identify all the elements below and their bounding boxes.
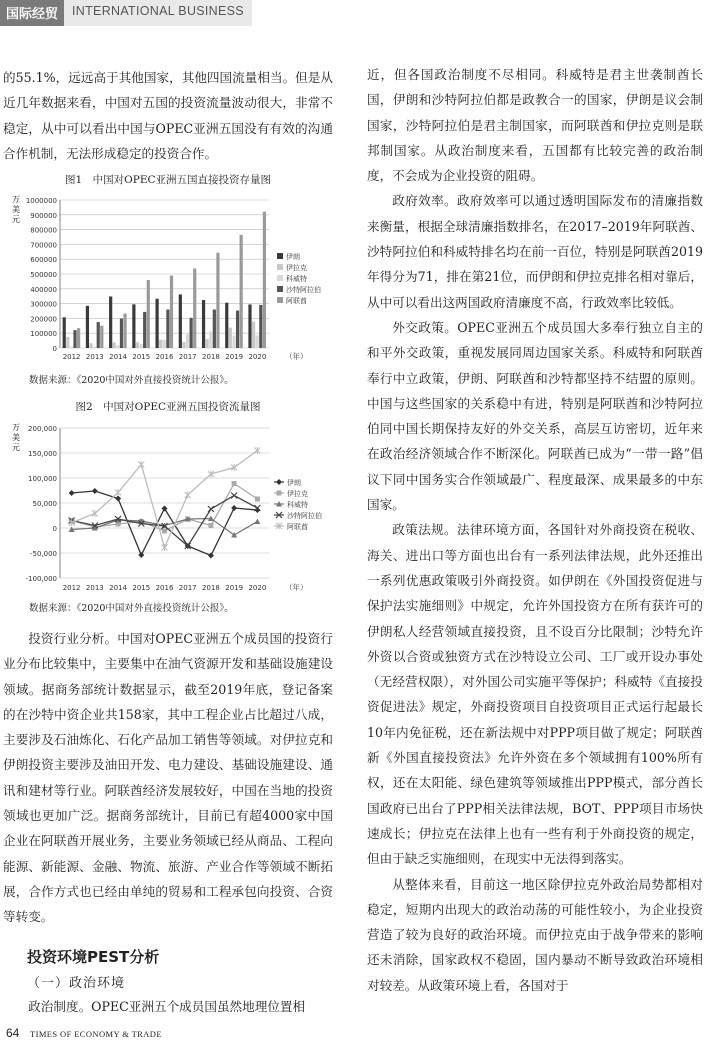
y-tick-label: -50,000: [29, 550, 57, 558]
figure1-bar-chart: [3, 188, 333, 368]
bar: [120, 319, 123, 348]
bar: [232, 336, 235, 348]
bar: [89, 343, 92, 348]
data-point: [92, 488, 98, 494]
bar: [86, 306, 89, 348]
bar: [70, 347, 73, 348]
data-point: [92, 510, 98, 517]
data-point: [162, 544, 168, 551]
x-tick-label: 2014: [109, 353, 127, 361]
bar: [136, 342, 139, 348]
bar: [252, 322, 255, 348]
y-tick-label: 500000: [30, 271, 57, 279]
y-tick-label: 0: [52, 525, 57, 533]
page-number: 64: [6, 1026, 20, 1040]
bar: [170, 276, 173, 348]
figure1-source: 数据来源：《2020中国对外直接投资统计公报》。: [29, 375, 234, 386]
bar: [179, 294, 182, 348]
data-point: [232, 481, 237, 486]
right-column: [367, 62, 703, 998]
paragraph-politics: 政治制度。OPEC亚洲五个成员国虽然地理位置相: [28, 999, 306, 1014]
legend-label: 科威特: [287, 501, 308, 509]
x-axis-label: （年）: [285, 352, 308, 361]
legend-swatch: [277, 297, 283, 303]
x-tick-label: 2020: [248, 584, 267, 592]
data-point: [208, 523, 213, 528]
legend-label: 伊朗: [286, 253, 300, 261]
paragraph-political-system: 近，但各国政治制度不尽相同。科威特是君主世袭制酋长国，伊朗和沙特阿拉伯都是政教合一的国家，伊朗是议会制国家，沙特阿拉伯是君主制国家，而阿联酋和伊拉克则是联邦制国家。从政治制度来看，五国都有比较完善的政治制度，不会成为企业投资的阻碍。: [367, 67, 703, 184]
subsection-title: （一）政治环境: [27, 976, 126, 991]
x-tick-label: 2012: [62, 584, 81, 592]
data-point: [208, 553, 214, 559]
bar: [156, 299, 159, 348]
bar: [256, 335, 259, 348]
x-tick-label: 2017: [178, 584, 197, 592]
x-tick-label: 2015: [132, 353, 151, 361]
data-point: [254, 519, 260, 525]
y-axis-label: 美: [12, 433, 20, 442]
bar: [147, 280, 150, 348]
data-point: [254, 447, 260, 454]
legend-label: 伊拉克: [286, 264, 307, 272]
y-axis-label: 元: [12, 215, 20, 224]
data-point: [185, 492, 191, 499]
legend-label: 沙特阿拉伯: [286, 286, 321, 294]
bar: [163, 340, 166, 348]
x-axis-label: （年）: [285, 583, 308, 592]
data-point: [162, 506, 168, 512]
x-tick-label: 2018: [202, 584, 220, 592]
bar: [73, 330, 76, 348]
data-point: [231, 505, 237, 511]
x-tick-label: 2019: [225, 353, 244, 361]
bar: [225, 303, 228, 348]
paragraph-laws: 政策法规。法律环境方面，各国针对外商投资在税收、海关、进出口等方面也出台有一系列法律法规，此外还推出一系列优惠政策吸引外商投资。如伊朗在《外国投资促进与保护法实施细则》中规定，允许外国投资方在所有获许可的伊朗私人经营领域直接投资，且不设百分比限制；沙特允许外资以合资或独资方式在沙特设立公司、工厂或开设办事处（无经营权限），对外国公司实施平等保护；科威特《直接投资促进法》规定，外商投资项目自投资项目正式运行起最长10年内免征税，还在新法规中对PPP项目做了规定；阿联酋新《外国直接投资法》允许外资在多个领域拥有100%所有权，还在太阳能、绿色建筑等领域推出PPP模式，部分酋长国政府已出台了PPP相关法律法规，BOT、PPP项目市场快速成长；伊拉克在法律上也有一些有利于外商投资的规定，但由于缺乏实施细则，在现实中无法得到落实。: [367, 522, 703, 867]
data-point: [162, 529, 167, 534]
bar: [193, 269, 196, 348]
x-tick-label: 2016: [155, 353, 174, 361]
legend-label: 沙特阿拉伯: [287, 512, 322, 520]
page-footer: [0, 1021, 705, 1043]
y-tick-label: 300000: [30, 300, 57, 309]
legend-marker: [276, 479, 282, 485]
bar: [132, 304, 135, 348]
data-point: [115, 496, 121, 502]
figure2-source: 数据来源：《2020中国对外直接投资统计公报》。: [29, 603, 234, 614]
bar: [143, 312, 146, 348]
data-point: [138, 461, 144, 468]
bar: [100, 326, 103, 348]
data-point: [69, 490, 75, 496]
bar: [77, 328, 80, 348]
bar: [190, 318, 193, 348]
bar: [240, 235, 243, 348]
x-tick-label: 2018: [202, 353, 220, 361]
journal-name: TIMES OF ECONOMY & TRADE: [30, 1029, 162, 1039]
section-label-en: INTERNATIONAL BUSINESS: [64, 0, 252, 26]
y-tick-label: 200000: [30, 315, 57, 324]
bar: [113, 342, 116, 348]
paragraph-overall: 从整体来看，目前这一地区除伊拉克外政治局势都相对稳定，短期内出现大的政治动荡的可能性较小，为企业投资营造了较为良好的政治环境。而伊拉克由于战争带来的影响还未消除，国家政权不稳固，国内暴动不断导致政治环境相对较差。从政策环境上看，各国对于: [367, 876, 703, 993]
y-tick-label: -100,000: [25, 575, 57, 583]
legend-label: 伊朗: [287, 479, 301, 487]
data-point: [255, 497, 260, 502]
y-tick-label: 800000: [30, 226, 57, 235]
bar: [248, 304, 251, 348]
figure1-caption: 图1 中国对OPEC亚洲五国直接投资存量图: [64, 174, 272, 186]
figure2-caption: 图2 中国对OPEC亚洲五国投资流量图: [75, 401, 261, 413]
legend-label: 阿联酋: [287, 523, 308, 531]
y-tick-label: 50,000: [32, 500, 57, 508]
x-tick-label: 2019: [225, 584, 244, 592]
y-tick-label: 900000: [30, 211, 57, 220]
y-axis-label: 元: [12, 443, 20, 452]
section-title: 投资环境PEST分析: [27, 948, 160, 966]
bar: [66, 337, 69, 348]
section-label-cn: 国际经贸: [0, 0, 64, 26]
paragraph-industry: 投资行业分析。中国对OPEC亚洲五个成员国的投资行业分布比较集中，主要集中在油气资源开发和基础设施建设领域。据商务部统计数据显示，截至2019年底，登记备案的在沙特中资企业共158家，其中工程企业占比超过八成，主要涉及石油炼化、石化产品加工销售等领域。对伊拉克和伊朗投资主要涉及油田开发、电力建设、基础设施建设、通讯和建材等行业。阿联酋经济发展较好，中国在当地的投资领域也更加广泛。据商务部统计，目前已有超4000家中国企业在阿联酋开展业务，主要业务领域已经从商品、工程向能源、新能源、金融、物流、旅游、产业合作等领域不断拓展，合作方式也已经由单纯的贸易和工程承包向投资、合资等转变。: [3, 631, 333, 925]
bar: [159, 340, 162, 348]
bar: [209, 331, 212, 348]
paragraph-foreign-policy: 外交政策。OPEC亚洲五个成员国大多奉行独立自主的和平外交政策，重视发展同周边国家关系。科威特和阿联酋奉行中立政策，伊朗、阿联酋和沙特都坚持不结盟的原则。中国与这些国家的关系稳中有进，特别是阿联酋和沙特阿拉伯同中国长期保持友好的外交关系，高层互访密切，近年来在政治经济领域合作不断深化。阿联酋已成为“一带一路”倡议下同中国务实合作领域最广、程度最深、成果最多的中东国家。: [367, 319, 703, 513]
x-tick-label: 2020: [248, 353, 267, 361]
x-tick-label: 2016: [155, 584, 174, 592]
y-tick-label: 100,000: [28, 475, 57, 483]
legend-label: 伊拉克: [287, 490, 308, 498]
x-tick-label: 2017: [178, 353, 197, 361]
bar: [206, 339, 209, 348]
data-point: [231, 493, 237, 499]
bar: [213, 310, 216, 348]
x-tick-label: 2014: [109, 584, 127, 592]
bar: [166, 310, 169, 348]
legend-marker: [277, 491, 282, 496]
y-tick-label: 400000: [30, 285, 57, 294]
legend-swatch: [277, 275, 283, 281]
data-point: [208, 506, 214, 512]
legend-swatch: [277, 264, 283, 270]
y-tick-label: 600000: [30, 256, 57, 265]
bar: [259, 305, 262, 348]
x-tick-label: 2015: [132, 584, 151, 592]
bar: [123, 314, 126, 348]
y-tick-label: 1000000: [25, 197, 57, 205]
paragraph-government-efficiency: 政府效率。政府效率可以通过透明国际发布的清廉指数来衡量，根据全球清廉指数排名，在2017–2019年阿联酋、沙特阿拉伯和科威特排名均在前一百位，特别是阿联酋2019年得分为71，排在第21位，而伊朗和伊拉克排名相对靠后，从中可以看出这两国政府清廉度不高，行政效率比较低。: [367, 193, 703, 310]
paragraph-intro: 的55.1%，远远高于其他国家，其他四国流量相当。但是从近几年数据来看，中国对五国的投资流量波动很大，非常不稳定，从中可以看出中国与OPEC亚洲五国没有有效的沟通合作机制，无法形成稳定的投资合作。: [3, 70, 333, 161]
figure2-line-chart: [3, 416, 333, 596]
bar: [97, 322, 100, 348]
bar: [63, 317, 66, 348]
bar: [263, 212, 266, 348]
y-tick-label: 700000: [30, 241, 57, 250]
bar: [186, 334, 189, 348]
y-axis-label: 万: [12, 423, 20, 432]
data-point: [115, 489, 121, 496]
bar: [229, 328, 232, 348]
x-tick-label: 2013: [85, 584, 104, 592]
y-tick-label: 150,000: [28, 450, 57, 458]
running-header: [0, 0, 252, 26]
x-tick-label: 2012: [62, 353, 81, 361]
y-axis-label: 美: [12, 205, 20, 214]
bar: [139, 344, 142, 348]
bar: [236, 311, 239, 348]
bar: [182, 342, 185, 348]
legend-swatch: [277, 286, 283, 292]
bar: [116, 345, 119, 348]
legend-label: 阿联酋: [286, 297, 307, 305]
legend-label: 科威特: [286, 275, 307, 283]
bar: [109, 296, 112, 348]
bar: [202, 300, 205, 348]
y-axis-label: 万: [12, 195, 20, 204]
bar: [93, 347, 96, 348]
y-tick-label: 0: [52, 345, 57, 353]
legend-swatch: [277, 253, 283, 259]
y-tick-label: 200,000: [28, 425, 57, 433]
y-tick-label: 100000: [30, 330, 57, 339]
x-tick-label: 2013: [85, 353, 104, 361]
bar: [216, 253, 219, 348]
